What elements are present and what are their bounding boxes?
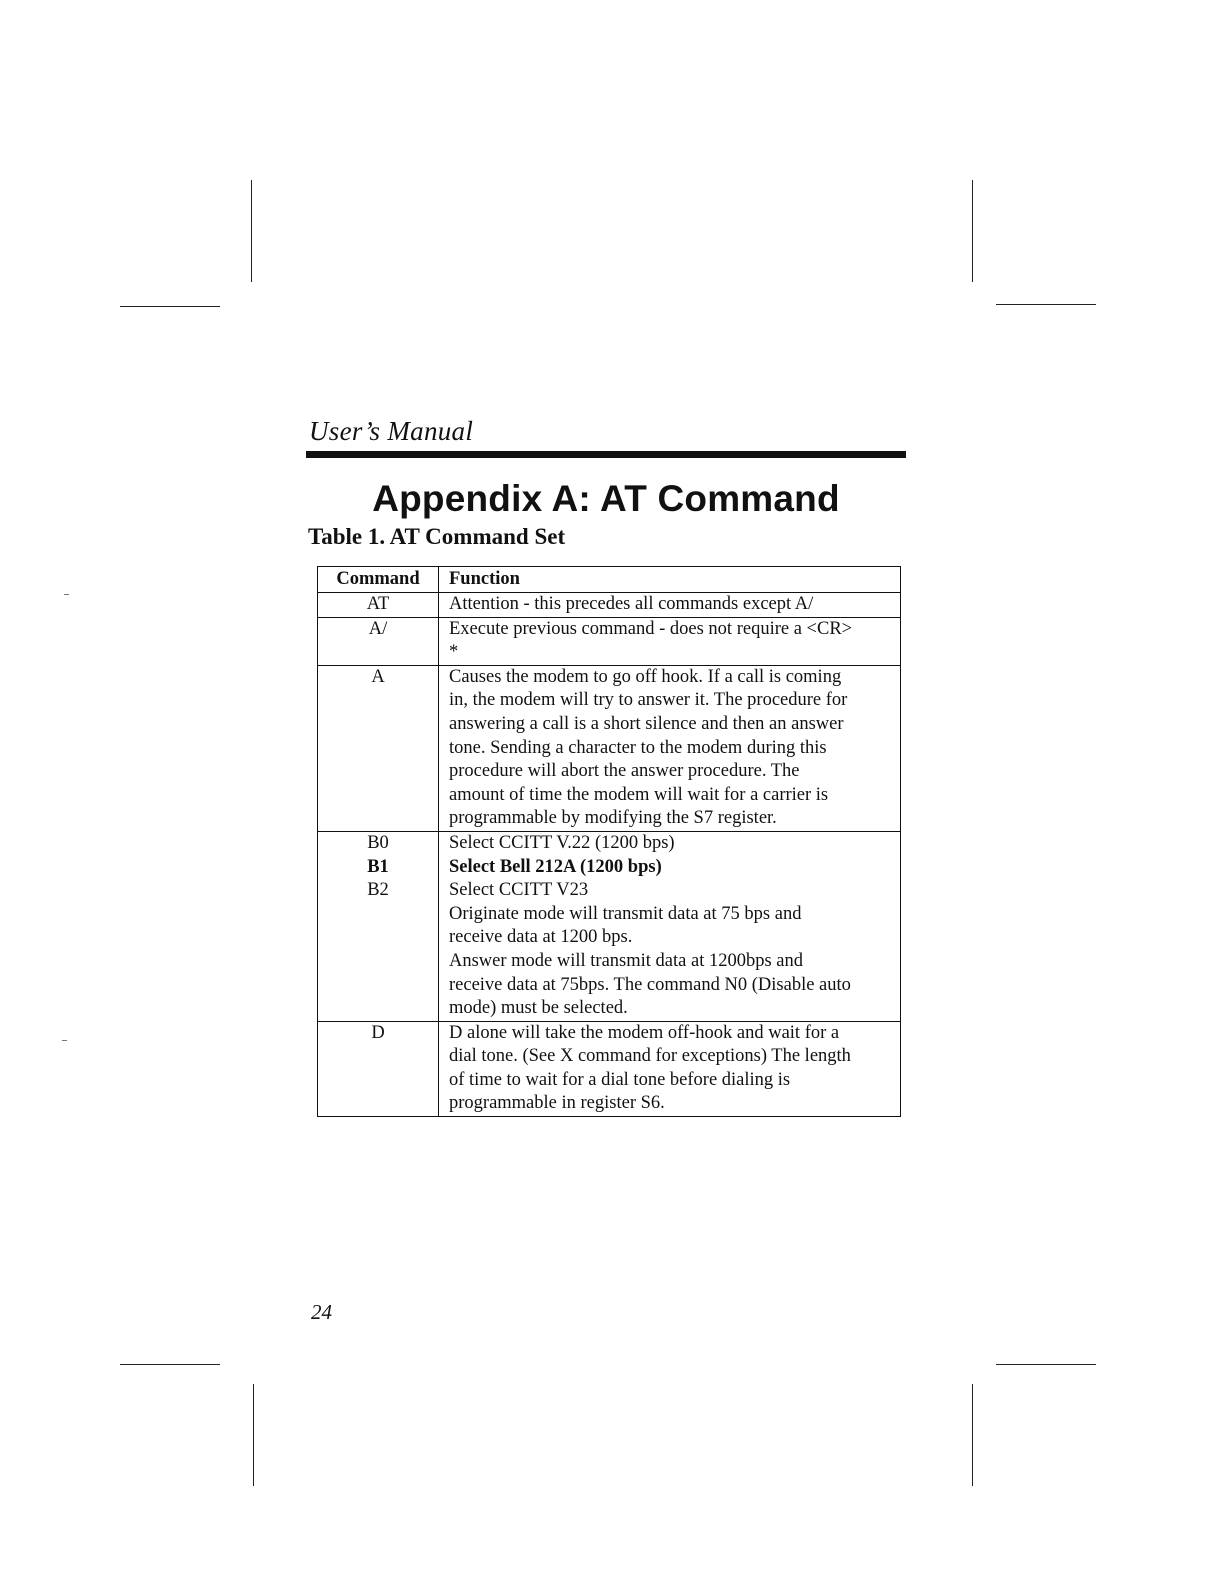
crop-mark-bottom-left (253, 1384, 254, 1486)
function-text-line: programmable by modifying the S7 register. (449, 808, 777, 829)
function-cell (439, 831, 901, 1021)
function-cell (439, 665, 901, 831)
crop-mark-bottom-left-h (120, 1364, 220, 1365)
function-text-line: amount of time the modem will wait for a carrier is (449, 784, 829, 805)
command-code: D (371, 1022, 385, 1043)
function-text-line: receive data at 1200 bps. (449, 927, 633, 948)
header-rule (306, 451, 906, 458)
function-text-line: receive data at 75bps. The command N0 (Disable auto (449, 974, 851, 995)
crop-mark-top-right-h (996, 304, 1096, 305)
command-cell (318, 593, 439, 618)
crop-mark-top-left-h (120, 306, 220, 307)
function-text-line: D alone will take the modem off-hook and wait for a (449, 1022, 840, 1043)
function-text-line: dial tone. (See X command for exceptions) The length (449, 1046, 851, 1067)
function-text-line: of time to wait for a dial tone before dialing is (449, 1069, 791, 1090)
function-cell (439, 593, 901, 618)
crop-mark-bottom-right (972, 1384, 973, 1486)
function-cell (439, 1021, 901, 1116)
function-text-line: Execute previous command - does not require a <CR> (449, 618, 853, 639)
table-row (318, 593, 901, 618)
table-header-row (318, 567, 901, 593)
command-code: B1 (367, 856, 389, 877)
function-cell (439, 617, 901, 665)
function-text-line: tone. Sending a character to the modem during this (449, 737, 827, 758)
function-text-line: Originate mode will transmit data at 75 bps and (449, 903, 802, 924)
function-text-line: Select CCITT V23 (449, 880, 589, 901)
command-cell (318, 1021, 439, 1116)
table-row (318, 665, 901, 831)
margin-speck (64, 594, 69, 595)
table-body (318, 593, 901, 1117)
command-cell (318, 831, 439, 1021)
command-code: B2 (367, 880, 389, 901)
command-cell (318, 617, 439, 665)
function-text-line: Select CCITT V.22 (1200 bps) (449, 832, 675, 853)
function-text-line: Answer mode will transmit data at 1200bps and (449, 950, 804, 971)
column-header-command: Command (318, 567, 439, 593)
command-code: A/ (368, 618, 388, 639)
running-head: User’s Manual (309, 416, 474, 446)
function-text-line: in, the modem will try to answer it. The procedure for (449, 690, 848, 711)
page-title: Appendix A: AT Command (372, 478, 840, 519)
crop-mark-top-right (972, 180, 973, 282)
crop-mark-bottom-right-h (996, 1364, 1096, 1365)
command-code: A (371, 666, 385, 687)
function-text-line: Select Bell 212A (1200 bps) (449, 856, 662, 877)
command-cell (318, 665, 439, 831)
function-text-line: Causes the modem to go off hook. If a call is coming (449, 666, 842, 687)
command-table (317, 566, 901, 1117)
table-row (318, 617, 901, 665)
command-code: B0 (367, 832, 389, 853)
function-text-line: * (449, 642, 459, 663)
margin-speck (62, 1040, 67, 1041)
function-text-line: Attention - this precedes all commands except A/ (449, 594, 814, 614)
function-text-line: procedure will abort the answer procedure. The (449, 761, 800, 782)
command-code: AT (366, 594, 390, 614)
table-row (318, 1021, 901, 1116)
function-text-line: answering a call is a short silence and then an answer (449, 713, 844, 734)
crop-mark-top-left (251, 180, 252, 282)
table-row (318, 831, 901, 1021)
page-number: 24 (311, 1300, 332, 1324)
column-header-function: Function (439, 567, 901, 593)
function-text-line: mode) must be selected. (449, 998, 628, 1019)
table-caption: Table 1. AT Command Set (308, 524, 566, 549)
function-text-line: programmable in register S6. (449, 1093, 665, 1114)
